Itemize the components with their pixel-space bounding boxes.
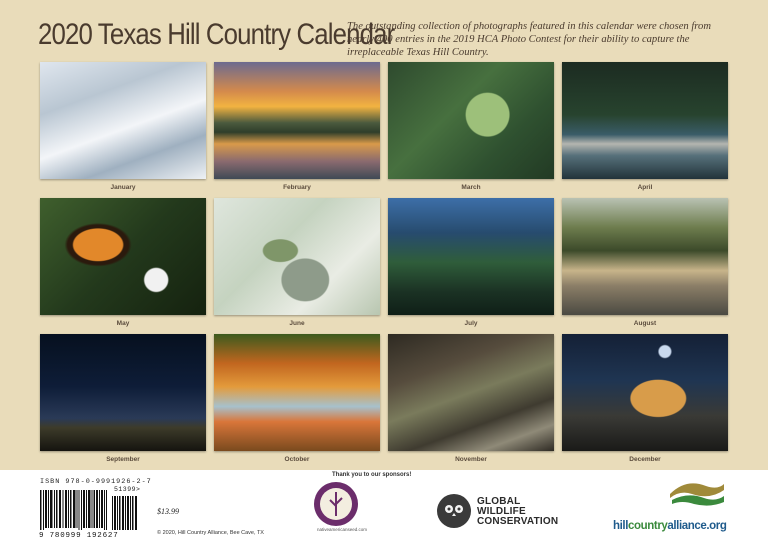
month-cell-december xyxy=(562,334,728,463)
copyright-text: © 2020, Hill Country Alliance, Bee Cave, TX xyxy=(157,530,264,536)
gwc-line3: CONSERVATION xyxy=(477,516,559,527)
photo-march xyxy=(388,62,554,179)
photo-july xyxy=(388,198,554,315)
month-cell-april xyxy=(562,62,728,191)
month-cell-november xyxy=(388,334,554,463)
price-label: $13.99 xyxy=(157,507,179,516)
photo-october xyxy=(214,334,380,451)
ean-number: 9 780999 192627 xyxy=(39,532,119,540)
month-label: September xyxy=(106,456,140,463)
photo-april xyxy=(562,62,728,179)
barcode-addon-text: 51399> xyxy=(114,486,141,493)
gwc-line1: GLOBAL xyxy=(477,496,521,507)
month-cell-june xyxy=(214,198,380,327)
hill-country-alliance-logo xyxy=(666,476,728,510)
month-cell-february xyxy=(214,62,380,191)
month-label: November xyxy=(455,456,487,463)
month-label: February xyxy=(283,184,311,191)
native-american-seed-logo xyxy=(312,480,360,528)
sponsors-heading: Thank you to our sponsors! xyxy=(332,472,412,478)
hca-text-country: country xyxy=(628,520,668,532)
isbn-text: ISBN 978-0-9991926-2-7 xyxy=(40,478,152,486)
global-wildlife-conservation-name xyxy=(477,497,558,527)
month-cell-january xyxy=(40,62,206,191)
month-label: June xyxy=(289,320,305,327)
photo-may xyxy=(40,198,206,315)
month-cell-may xyxy=(40,198,206,327)
month-cell-september xyxy=(40,334,206,463)
month-label: May xyxy=(116,320,130,327)
hca-text-alliance: alliance.org xyxy=(667,520,727,532)
footer xyxy=(0,470,768,548)
photo-august xyxy=(562,198,728,315)
global-wildlife-conservation-logo xyxy=(437,494,471,528)
month-cell-july xyxy=(388,198,554,327)
hill-country-alliance-url xyxy=(613,520,727,532)
month-label: January xyxy=(110,184,136,191)
month-label: March xyxy=(461,184,481,191)
photo-november xyxy=(388,334,554,451)
gwc-line2: WILDLIFE xyxy=(477,506,526,517)
month-label: April xyxy=(637,184,653,191)
photo-january xyxy=(40,62,206,179)
month-label: July xyxy=(464,320,478,327)
month-cell-august xyxy=(562,198,728,327)
photo-february xyxy=(214,62,380,179)
photo-december xyxy=(562,334,728,451)
photo-september xyxy=(40,334,206,451)
owl-icon xyxy=(437,494,471,528)
hca-text-hill: hill xyxy=(613,520,629,532)
calendar-header xyxy=(38,18,738,60)
calendar-title: 2020 Texas Hill Country Calendar xyxy=(38,18,395,51)
month-cell-march xyxy=(388,62,554,191)
photo-june xyxy=(214,198,380,315)
native-american-seed-url: nativeamericanseed.com xyxy=(317,527,368,532)
calendar-description: The outstanding collection of photographs featured in this calendar were chosen from nearly 400 entries in the 2019 HCA Photo Contest for their ability to capture the irreplaceable Texas Hill Country. xyxy=(347,21,711,58)
month-label: December xyxy=(629,456,661,463)
month-cell-october xyxy=(214,334,380,463)
month-label: August xyxy=(633,320,657,327)
month-label: October xyxy=(284,456,310,463)
